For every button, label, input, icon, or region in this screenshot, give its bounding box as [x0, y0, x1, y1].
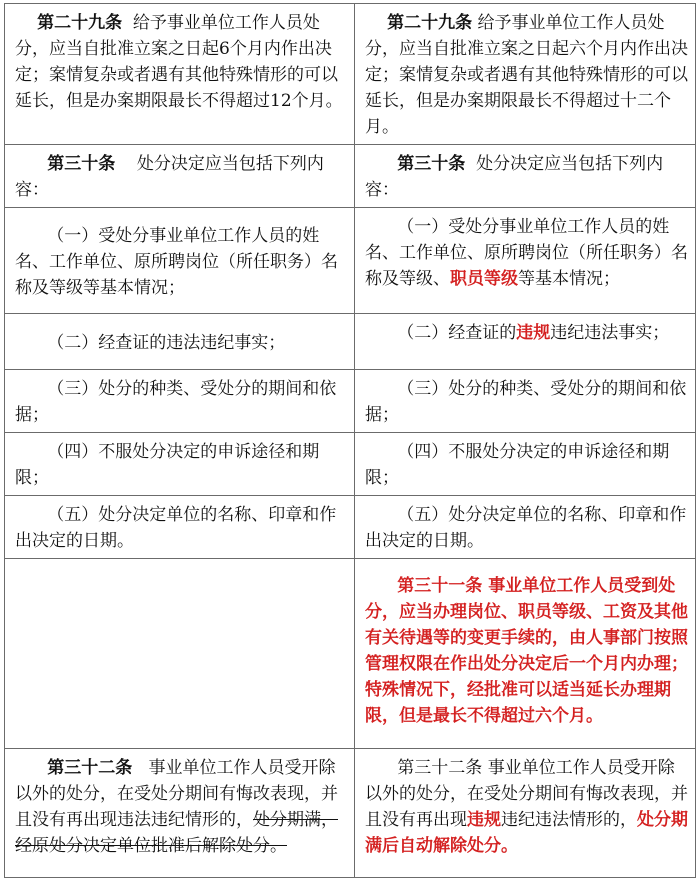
- table-row: [5, 559, 696, 749]
- new-article-31: [355, 559, 696, 749]
- table-row: [5, 370, 696, 433]
- amended-text: 违规: [516, 323, 551, 343]
- amended-text: 第三十一条 事业单位工作人员受到处分，应当办理岗位、职员等级、工资及其他有关待遇等的变更手续的，由人事部门按照管理权限在作出处分决定后一个月内办理；特殊情况下，经批准可以适当延长办理期限，但是最长不得超过六个月。: [365, 576, 688, 726]
- table-row: [5, 496, 696, 559]
- new-item-2: （二）经查证的违规违纪违法事实；: [355, 314, 696, 370]
- old-item-5: （五）处分决定单位的名称、印章和作出决定的日期。: [5, 496, 355, 559]
- table-row: [5, 208, 696, 314]
- amended-text: 职员等级: [450, 269, 518, 289]
- old-article-32: 第三十二条 事业单位工作人员受开除以外的处分，在受处分期间有悔改表现，并且没有再出现违法违纪情形的，处分期满，经原处分决定单位批准后解除处分。: [5, 749, 355, 878]
- article-heading: 第二十九条: [37, 13, 123, 33]
- article-heading: 第三十条: [397, 154, 466, 174]
- deleted-text: 处分期满，经原处分决定单位批准后解除处分。: [15, 810, 338, 856]
- comparison-table: [4, 3, 696, 878]
- table-row: [5, 433, 696, 496]
- article-heading: 第三十二条: [47, 758, 133, 778]
- table-row: [5, 749, 696, 878]
- old-article-29: 第二十九条 给予事业单位工作人员处分，应当自批准立案之日起6个月内作出决定；案情复杂或者遇有其他特殊情形的可以延长，但是办案期限最长不得超过12个月。: [5, 4, 355, 145]
- table-row: [5, 145, 696, 208]
- old-item-2: （二）经查证的违法违纪事实；: [5, 314, 355, 370]
- amended-text: 处分期满后自动解除处分。: [365, 810, 688, 856]
- new-article-30: 第三十条 处分决定应当包括下列内容：: [355, 145, 696, 208]
- table-row: [5, 314, 696, 370]
- new-article-32: 第三十二条 事业单位工作人员受开除以外的处分，在受处分期间有悔改表现，并且没有再出现违规违纪违法情形的，处分期满后自动解除处分。: [355, 749, 696, 878]
- table-row: [5, 4, 696, 145]
- old-item-3: （三）处分的种类、受处分的期间和依据；: [5, 370, 355, 433]
- new-article-29: 第二十九条 给予事业单位工作人员处分，应当自批准立案之日起六个月内作出决定；案情复杂或者遇有其他特殊情形的可以延长，但是办案期限最长不得超过十二个月。: [355, 4, 696, 145]
- new-item-4: （四）不服处分决定的申诉途径和期限；: [355, 433, 696, 496]
- old-item-4: （四）不服处分决定的申诉途径和期限；: [5, 433, 355, 496]
- old-article-30: 第三十条 处分决定应当包括下列内容：: [5, 145, 355, 208]
- new-item-3: （三）处分的种类、受处分的期间和依据；: [355, 370, 696, 433]
- article-heading: 第二十九条: [387, 13, 473, 33]
- old-empty-cell: [5, 559, 355, 749]
- old-item-1: （一）受处分事业单位工作人员的姓名、工作单位、原所聘岗位（所任职务）名称及等级等基本情况；: [5, 208, 355, 314]
- article-heading: 第三十条: [47, 154, 116, 174]
- new-item-5: （五）处分决定单位的名称、印章和作出决定的日期。: [355, 496, 696, 559]
- new-item-1: （一）受处分事业单位工作人员的姓名、工作单位、原所聘岗位（所任职务）名称及等级、职员等级等基本情况；: [355, 208, 696, 314]
- amended-text: 违规: [467, 810, 501, 830]
